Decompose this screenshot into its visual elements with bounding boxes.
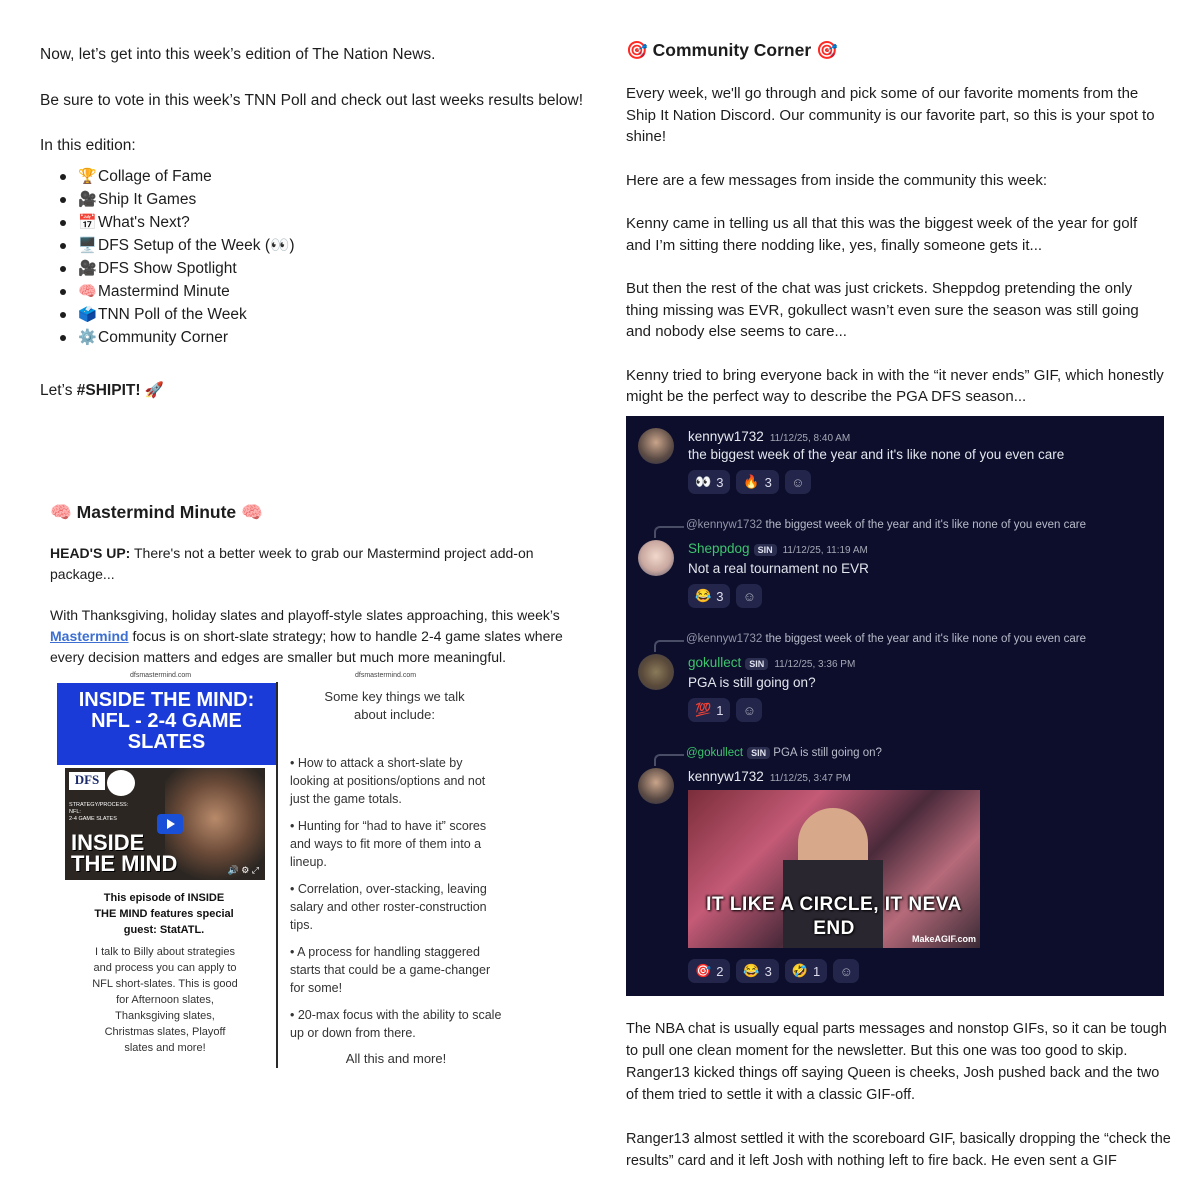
mastermind-body: With Thanksgiving, holiday slates and playoff-style slates approaching, this week’s Mastermind focus is on short-slate strategy; how to handle 2-4 game slates where every decision matters and edges are smaller but much more meaningful.: [50, 607, 563, 665]
laughing-icon: 😂: [695, 588, 712, 603]
ballot-box-icon: 🗳️: [78, 305, 97, 323]
reply-preview[interactable]: @kennyw1732 the biggest week of the year and it's like none of you even care: [686, 633, 1087, 645]
add-reaction-button[interactable]: ☺: [785, 470, 811, 494]
add-reaction-button[interactable]: ☺: [833, 959, 859, 983]
gear-icon: ⚙️: [78, 328, 97, 346]
laughing-icon: 😂: [743, 963, 760, 978]
trophy-icon: 🏆: [78, 167, 97, 185]
community-continued: [626, 1018, 1171, 1172]
fire-icon: 🔥: [743, 474, 760, 489]
username[interactable]: kennyw1732: [688, 769, 764, 784]
community-paragraph: Every week, we'll go through and pick some of our favorite moments from the Ship It Nation Discord. Our community is our favorite part, so this is your spot to shine!: [626, 85, 1155, 145]
toc-list: [40, 165, 600, 349]
toc-item[interactable]: 📅What's Next?: [40, 211, 600, 234]
brain-icon: 🧠: [78, 282, 97, 300]
reaction[interactable]: 💯 1: [688, 698, 730, 722]
reply-preview[interactable]: @kennyw1732 the biggest week of the year and it's like none of you even care: [686, 519, 1087, 531]
closing-line: Let’s #SHIPIT! 🚀: [40, 381, 165, 399]
calendar-icon: 📅: [78, 213, 97, 231]
reaction[interactable]: 🎯 2: [688, 959, 730, 983]
video-subtitle: STRATEGY/PROCESS: NFL: 2-4 GAME SLATES: [69, 802, 129, 822]
reaction[interactable]: 🔥 3: [736, 470, 778, 494]
camera-icon: 🎥: [78, 259, 97, 277]
username[interactable]: gokullect: [688, 655, 742, 670]
rofl-icon: 🤣: [791, 963, 809, 978]
eyes-icon: 👀: [695, 474, 712, 489]
toc-item[interactable]: 🏆Collage of Fame: [40, 165, 600, 188]
message-text: the biggest week of the year and it's like none of you even care: [688, 447, 1065, 462]
target-icon: 🎯: [816, 40, 838, 60]
play-icon: [167, 819, 175, 829]
video-controls-icon[interactable]: 🔊 ⚙ ⤢: [227, 865, 259, 875]
site-label-left: dfsmastermind.com: [130, 672, 192, 679]
message-text: Not a real tournament no EVR: [688, 561, 869, 576]
gif-image[interactable]: [688, 790, 980, 948]
reaction[interactable]: 🤣 1: [785, 959, 827, 983]
sin-badge: SIN: [745, 658, 768, 670]
video-title: INSIDE THE MIND: [71, 830, 178, 876]
shipit-hashtag[interactable]: #SHIPIT!: [76, 381, 141, 399]
community-paragraph: The NBA chat is usually equal parts messages and nonstop GIFs, so it can be tough to pull one clean moment for the newsletter. But this one was too good to skip. Ranger13 kicked things off saying Queen is cheeks, Josh pushed back and the two of them tried to settle it with a classic GIF-off.: [626, 1021, 1167, 1103]
community-paragraph: Here are a few messages from inside the community this week:: [626, 171, 1048, 189]
reactions: [688, 470, 811, 494]
message-text: PGA is still going on?: [688, 675, 816, 690]
toc-item[interactable]: 🎥Ship It Games: [40, 188, 600, 211]
toc-item[interactable]: ⚙️Community Corner: [40, 326, 600, 349]
community-paragraph: Kenny tried to bring everyone back in with the “it never ends” GIF, which honestly might be the perfect way to describe the PGA DFS season...: [626, 366, 1164, 405]
key-heading: Some key things we talk about include:: [324, 689, 465, 722]
brain-icon: 🧠: [50, 502, 72, 522]
add-reaction-button[interactable]: ☺: [736, 698, 762, 722]
timestamp: 11/12/25, 11:19 AM: [782, 545, 868, 556]
add-reaction-button[interactable]: ☺: [736, 584, 762, 608]
reactions: [688, 584, 762, 608]
mastermind-link[interactable]: Mastermind: [50, 628, 129, 644]
community-section: [626, 40, 1166, 408]
gif-caption: IT LIKE A CIRCLE, IT NEVA: [706, 894, 962, 915]
target-icon: 🎯: [626, 40, 648, 60]
intro-section: [40, 44, 600, 401]
mastermind-section: [50, 502, 580, 668]
in-this-edition-label: In this edition:: [40, 137, 136, 154]
brain-logo-icon: [107, 770, 135, 796]
avatar[interactable]: [638, 540, 674, 576]
key-bullet: • A process for handling staggered starts that could be a game-changer for some!: [290, 945, 491, 995]
sin-badge: SIN: [754, 544, 777, 556]
monitor-icon: 🖥️: [78, 236, 97, 254]
talk-text: I talk to Billy about strategies and process you can apply to NFL short-slates. This is good for Afternoon slates, Thanksgiving slates, Christmas slates, Playoff slates and more!: [92, 946, 238, 1054]
key-bullet: • 20-max focus with the ability to scale up or down from there.: [290, 1008, 502, 1040]
closing-text: All this and more!: [345, 1051, 447, 1066]
toc-item[interactable]: 🗳️TNN Poll of the Week: [40, 303, 600, 326]
divider: [276, 682, 278, 1068]
mastermind-promo-image[interactable]: [50, 672, 500, 1072]
gif-caption: END: [813, 918, 855, 939]
site-label-right: dfsmastermind.com: [355, 672, 417, 679]
reaction[interactable]: 😂 3: [736, 959, 778, 983]
camera-icon: 🎥: [78, 190, 97, 208]
username[interactable]: Sheppdog: [688, 541, 750, 556]
reply-connector: [654, 526, 684, 538]
discord-screenshot: [626, 416, 1164, 996]
video-thumbnail[interactable]: [65, 768, 265, 880]
avatar[interactable]: [638, 428, 674, 464]
timestamp: 11/12/25, 8:40 AM: [769, 433, 851, 444]
intro-line-1: Now, let’s get into this week’s edition of The Nation News.: [40, 46, 436, 63]
timestamp: 11/12/25, 3:47 PM: [769, 773, 851, 784]
reply-preview[interactable]: @gokullect SIN PGA is still going on?: [686, 747, 882, 759]
reply-connector: [654, 754, 684, 766]
username[interactable]: kennyw1732: [688, 429, 764, 444]
avatar[interactable]: [638, 768, 674, 804]
community-paragraph: Kenny came in telling us all that this was the biggest week of the year for golf and I’m sitting there nodding like, yes, finally someone gets it...: [626, 215, 1138, 254]
reply-connector: [654, 640, 684, 652]
avatar[interactable]: [638, 654, 674, 690]
reactions: [688, 698, 762, 722]
reaction[interactable]: 😂 3: [688, 584, 730, 608]
play-button[interactable]: [157, 814, 183, 834]
community-title: 🎯 Community Corner 🎯: [626, 40, 838, 60]
toc-item[interactable]: 🎥DFS Show Spotlight: [40, 257, 600, 280]
reaction[interactable]: 👀 3: [688, 470, 730, 494]
key-bullet: • Correlation, over-stacking, leaving salary and other roster-construction tips.: [290, 882, 487, 932]
gif-watermark: MakeAGIF.com: [911, 934, 976, 944]
reactions: [688, 959, 859, 983]
rocket-icon: 🚀: [144, 381, 165, 399]
hundred-icon: 💯: [695, 702, 712, 717]
key-bullet: • Hunting for “had to have it” scores and ways to fit more of them into a lineup.: [290, 819, 487, 869]
heads-up-paragraph: HEAD'S UP: There's not a better week to grab our Mastermind project add-on package...: [50, 545, 534, 582]
toc-item[interactable]: 🧠Mastermind Minute: [40, 280, 600, 303]
key-bullet: • How to attack a short-slate by looking at positions/options and not just the game totals.: [290, 756, 486, 806]
dfs-logo: DFS: [69, 772, 105, 790]
community-paragraph: But then the rest of the chat was just crickets. Sheppdog pretending the only thing missing was EVR, gokullect wasn’t even sure the season was still going and nobody else seems to care...: [626, 280, 1139, 340]
mastermind-title: 🧠 Mastermind Minute 🧠: [50, 502, 263, 522]
episode-banner: INSIDE THE MIND: NFL - 2-4 GAME SLATES: [57, 683, 276, 765]
timestamp: 11/12/25, 3:36 PM: [774, 659, 856, 670]
brain-icon: 🧠: [241, 502, 263, 522]
target-icon: 🎯: [695, 963, 712, 978]
toc-item[interactable]: 🖥️DFS Setup of the Week (👀): [40, 234, 600, 257]
intro-line-2: Be sure to vote in this week’s TNN Poll and check out last weeks results below!: [40, 91, 584, 109]
community-paragraph: Ranger13 almost settled it with the scoreboard GIF, basically dropping the “check the results” card and it left Josh with nothing left to fire back. He even sent a GIF: [626, 1131, 1171, 1169]
episode-text: This episode of INSIDE THE MIND features special guest: StatATL.: [94, 892, 234, 936]
